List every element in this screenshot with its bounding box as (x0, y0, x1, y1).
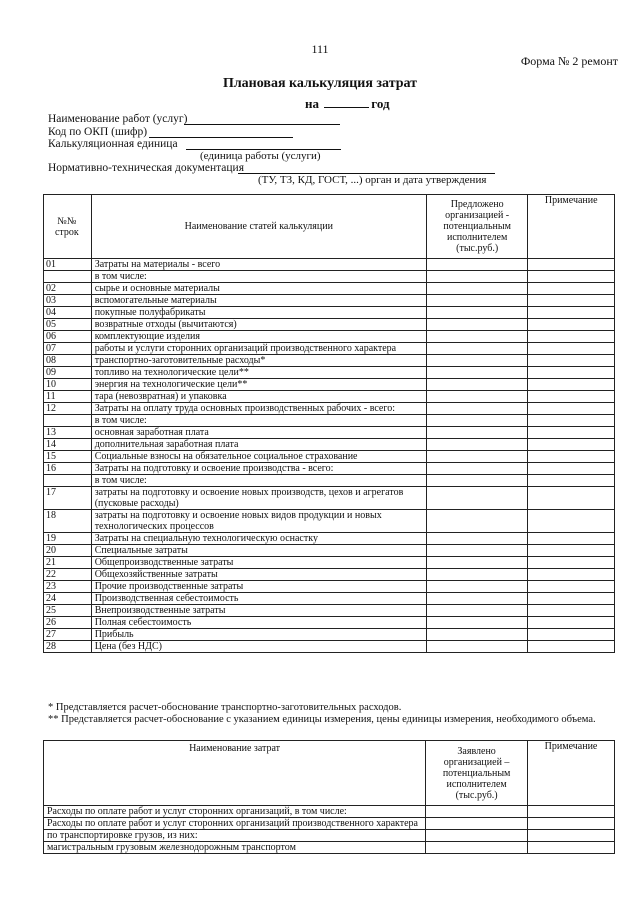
row-note-cell[interactable] (528, 451, 615, 463)
row-name-cell: в том числе: (91, 415, 426, 427)
row-note-cell[interactable] (528, 581, 615, 593)
row-name-cell: сырье и основные материалы (91, 283, 426, 295)
row-number-cell: 03 (44, 295, 92, 307)
row-value-cell[interactable] (426, 259, 528, 271)
table-row (44, 818, 615, 830)
row-number-cell: 05 (44, 319, 92, 331)
expense-note-cell[interactable] (528, 806, 615, 818)
work-name-blank (184, 124, 340, 125)
expenses-table-header (44, 741, 615, 806)
table-row (44, 403, 615, 415)
row-number-cell: 15 (44, 451, 92, 463)
row-value-cell[interactable] (426, 307, 528, 319)
document-title: Плановая калькуляция затрат (222, 76, 418, 91)
table-row (44, 331, 615, 343)
row-number-cell: 19 (44, 533, 92, 545)
year-blank (324, 96, 369, 108)
footnote-1: * Представляется расчет-обоснование транспортно-заготовительных расходов. (48, 702, 402, 713)
row-note-cell[interactable] (528, 439, 615, 451)
table-row (44, 283, 615, 295)
row-name-cell: Специальные затраты (91, 545, 426, 557)
row-note-cell[interactable] (528, 605, 615, 617)
row-number-cell: 25 (44, 605, 92, 617)
row-note-cell[interactable] (528, 367, 615, 379)
table-row (44, 415, 615, 427)
row-number-cell (44, 271, 92, 283)
header-note-2: Примечание (528, 741, 615, 806)
row-name-cell: Общепроизводственные затраты (91, 557, 426, 569)
row-note-cell[interactable] (528, 379, 615, 391)
row-number-cell: 20 (44, 545, 92, 557)
row-number-cell: 27 (44, 629, 92, 641)
table-row (44, 569, 615, 581)
row-value-cell[interactable] (426, 510, 528, 533)
row-value-cell[interactable] (426, 581, 528, 593)
row-name-cell: Прочие производственные затраты (91, 581, 426, 593)
row-name-cell: Затраты на специальную технологическую оснастку (91, 533, 426, 545)
row-value-cell[interactable] (426, 569, 528, 581)
header-row-number: №№ строк (44, 195, 92, 259)
normative-doc-field (48, 162, 244, 174)
table-row (44, 367, 615, 379)
header-declared: Заявлено организацией – потенциальным исполнителем (тыс.руб.) (426, 741, 528, 806)
row-number-cell: 08 (44, 355, 92, 367)
row-name-cell: в том числе: (91, 271, 426, 283)
expense-value-cell[interactable] (426, 842, 528, 854)
table-row (44, 593, 615, 605)
row-name-cell: Затраты на оплату труда основных производственных рабочих - всего: (91, 403, 426, 415)
row-value-cell[interactable] (426, 593, 528, 605)
row-value-cell[interactable] (426, 379, 528, 391)
work-name-label: Наименование работ (услуг) (48, 113, 188, 125)
row-name-cell: Внепроизводственные затраты (91, 605, 426, 617)
expenses-table-body (44, 806, 615, 854)
row-name-cell: Общехозяйственные затраты (91, 569, 426, 581)
table-row (44, 629, 615, 641)
table-row (44, 379, 615, 391)
row-value-cell[interactable] (426, 343, 528, 355)
row-note-cell[interactable] (528, 259, 615, 271)
expense-name-cell: магистральным грузовым железнодорожным транспортом (44, 842, 426, 854)
row-note-cell[interactable] (528, 391, 615, 403)
row-number-cell: 13 (44, 427, 92, 439)
row-name-cell: возвратные отходы (вычитаются) (91, 319, 426, 331)
row-name-cell: в том числе: (91, 475, 426, 487)
row-value-cell[interactable] (426, 641, 528, 653)
row-number-cell: 02 (44, 283, 92, 295)
row-value-cell[interactable] (426, 415, 528, 427)
table-row (44, 343, 615, 355)
year-line (305, 96, 390, 112)
row-number-cell: 24 (44, 593, 92, 605)
table-row (44, 355, 615, 367)
year-suffix: год (371, 96, 390, 111)
row-number-cell (44, 475, 92, 487)
row-value-cell[interactable] (426, 319, 528, 331)
row-name-cell: Затраты на материалы - всего (91, 259, 426, 271)
calculation-table-header (44, 195, 615, 259)
row-note-cell[interactable] (528, 557, 615, 569)
row-value-cell[interactable] (426, 617, 528, 629)
expense-value-cell[interactable] (426, 818, 528, 830)
row-value-cell[interactable] (426, 427, 528, 439)
row-value-cell[interactable] (426, 545, 528, 557)
row-note-cell[interactable] (528, 617, 615, 629)
row-note-cell[interactable] (528, 415, 615, 427)
row-number-cell: 09 (44, 367, 92, 379)
table-row (44, 545, 615, 557)
footnote-2: ** Представляется расчет-обоснование с указанием единицы измерения, цены единицы измерения, необходимого объема. (48, 714, 596, 725)
table-row (44, 842, 615, 854)
expense-name-cell: по транспортировке грузов, из них: (44, 830, 426, 842)
table-row (44, 487, 615, 510)
row-note-cell[interactable] (528, 475, 615, 487)
row-note-cell[interactable] (528, 533, 615, 545)
row-name-cell: Цена (без НДС) (91, 641, 426, 653)
row-name-cell: затраты на подготовку и освоение новых видов продукции и новых технологических процессов (91, 510, 426, 533)
form-label: Форма № 2 ремонт (520, 54, 618, 68)
table-row (44, 581, 615, 593)
row-value-cell[interactable] (426, 367, 528, 379)
row-value-cell[interactable] (426, 283, 528, 295)
table-row (44, 319, 615, 331)
table-row (44, 271, 615, 283)
normative-doc-label: Нормативно-техническая документация (48, 162, 245, 174)
row-name-cell: дополнительная заработная плата (91, 439, 426, 451)
row-note-cell[interactable] (528, 355, 615, 367)
table-row (44, 557, 615, 569)
table-row (44, 475, 615, 487)
normative-hint: (ТУ, ТЗ, КД, ГОСТ, ...) орган и дата утверждения (258, 174, 487, 186)
calc-unit-label: Калькуляционная единица (48, 138, 178, 150)
okp-code-label: Код по ОКП (шифр) (48, 126, 148, 138)
row-number-cell: 22 (44, 569, 92, 581)
row-name-cell: вспомогательные материалы (91, 295, 426, 307)
row-note-cell[interactable] (528, 403, 615, 415)
okp-code-field (48, 126, 147, 138)
row-number-cell: 10 (44, 379, 92, 391)
calc-unit-field (48, 138, 178, 150)
row-note-cell[interactable] (528, 487, 615, 510)
page-number: 111 (311, 42, 329, 56)
row-name-cell: Затраты на подготовку и освоение производства - всего: (91, 463, 426, 475)
row-number-cell: 04 (44, 307, 92, 319)
table-row (44, 463, 615, 475)
table-row (44, 830, 615, 842)
expense-note-cell[interactable] (528, 842, 615, 854)
row-note-cell[interactable] (528, 569, 615, 581)
row-value-cell[interactable] (426, 439, 528, 451)
row-value-cell[interactable] (426, 271, 528, 283)
row-name-cell: покупные полуфабрикаты (91, 307, 426, 319)
row-number-cell: 14 (44, 439, 92, 451)
row-name-cell: комплектующие изделия (91, 331, 426, 343)
row-number-cell: 26 (44, 617, 92, 629)
row-name-cell: тара (невозвратная) и упаковка (91, 391, 426, 403)
row-note-cell[interactable] (528, 343, 615, 355)
row-name-cell: работы и услуги сторонних организаций производственного характера (91, 343, 426, 355)
row-number-cell: 06 (44, 331, 92, 343)
row-value-cell[interactable] (426, 533, 528, 545)
row-note-cell[interactable] (528, 510, 615, 533)
work-name-field (48, 113, 187, 125)
table-row (44, 259, 615, 271)
row-note-cell[interactable] (528, 271, 615, 283)
row-number-cell: 11 (44, 391, 92, 403)
row-note-cell[interactable] (528, 629, 615, 641)
row-name-cell: Прибыль (91, 629, 426, 641)
row-value-cell[interactable] (426, 605, 528, 617)
expense-name-cell: Расходы по оплате работ и услуг сторонних организаций, в том числе: (44, 806, 426, 818)
table-row (44, 391, 615, 403)
calculation-table-body (44, 259, 615, 653)
table-row (44, 605, 615, 617)
row-note-cell[interactable] (528, 319, 615, 331)
table-row (44, 806, 615, 818)
row-value-cell[interactable] (426, 391, 528, 403)
expense-name-cell: Расходы по оплате работ и услуг сторонних организаций производственного характера (44, 818, 426, 830)
row-number-cell: 17 (44, 487, 92, 510)
table-row (44, 307, 615, 319)
expenses-table (43, 740, 615, 854)
year-prefix: на (305, 96, 319, 111)
table-row (44, 439, 615, 451)
row-number-cell: 12 (44, 403, 92, 415)
row-note-cell[interactable] (528, 641, 615, 653)
expense-note-cell[interactable] (528, 818, 615, 830)
table-row (44, 451, 615, 463)
row-name-cell: энергия на технологические цели** (91, 379, 426, 391)
row-note-cell[interactable] (528, 307, 615, 319)
table-row (44, 641, 615, 653)
row-name-cell: Социальные взносы на обязательное социальное страхование (91, 451, 426, 463)
row-value-cell[interactable] (426, 475, 528, 487)
table-row (44, 617, 615, 629)
row-name-cell: топливо на технологические цели** (91, 367, 426, 379)
header-proposed: Предложено организацией - потенциальным исполнителем (тыс.руб.) (426, 195, 528, 259)
row-name-cell: основная заработная плата (91, 427, 426, 439)
expense-value-cell[interactable] (426, 806, 528, 818)
row-value-cell[interactable] (426, 295, 528, 307)
row-number-cell (44, 415, 92, 427)
calc-unit-hint: (единица работы (услуги) (200, 150, 321, 162)
header-note: Примечание (528, 195, 615, 259)
row-value-cell[interactable] (426, 403, 528, 415)
table-row (44, 427, 615, 439)
row-number-cell: 23 (44, 581, 92, 593)
row-value-cell[interactable] (426, 331, 528, 343)
row-value-cell[interactable] (426, 487, 528, 510)
row-number-cell: 28 (44, 641, 92, 653)
row-number-cell: 16 (44, 463, 92, 475)
row-name-cell: Полная себестоимость (91, 617, 426, 629)
row-value-cell[interactable] (426, 355, 528, 367)
row-value-cell[interactable] (426, 451, 528, 463)
row-note-cell[interactable] (528, 331, 615, 343)
row-note-cell[interactable] (528, 427, 615, 439)
row-note-cell[interactable] (528, 463, 615, 475)
table-row (44, 533, 615, 545)
expense-note-cell[interactable] (528, 830, 615, 842)
row-number-cell: 18 (44, 510, 92, 533)
table-row (44, 510, 615, 533)
row-value-cell[interactable] (426, 463, 528, 475)
row-note-cell[interactable] (528, 593, 615, 605)
row-note-cell[interactable] (528, 295, 615, 307)
calculation-table (43, 194, 615, 653)
row-name-cell: транспортно-заготовительные расходы* (91, 355, 426, 367)
row-number-cell: 21 (44, 557, 92, 569)
header-expense-name: Наименование затрат (44, 741, 426, 806)
row-number-cell: 01 (44, 259, 92, 271)
row-value-cell[interactable] (426, 629, 528, 641)
row-name-cell: затраты на подготовку и освоение новых производств, цехов и агрегатов (пусковые расходы) (91, 487, 426, 510)
row-name-cell: Производственная себестоимость (91, 593, 426, 605)
header-item-name: Наименование статей калькуляции (91, 195, 426, 259)
row-note-cell[interactable] (528, 545, 615, 557)
expense-value-cell[interactable] (426, 830, 528, 842)
row-note-cell[interactable] (528, 283, 615, 295)
table-row (44, 295, 615, 307)
row-value-cell[interactable] (426, 557, 528, 569)
row-number-cell: 07 (44, 343, 92, 355)
